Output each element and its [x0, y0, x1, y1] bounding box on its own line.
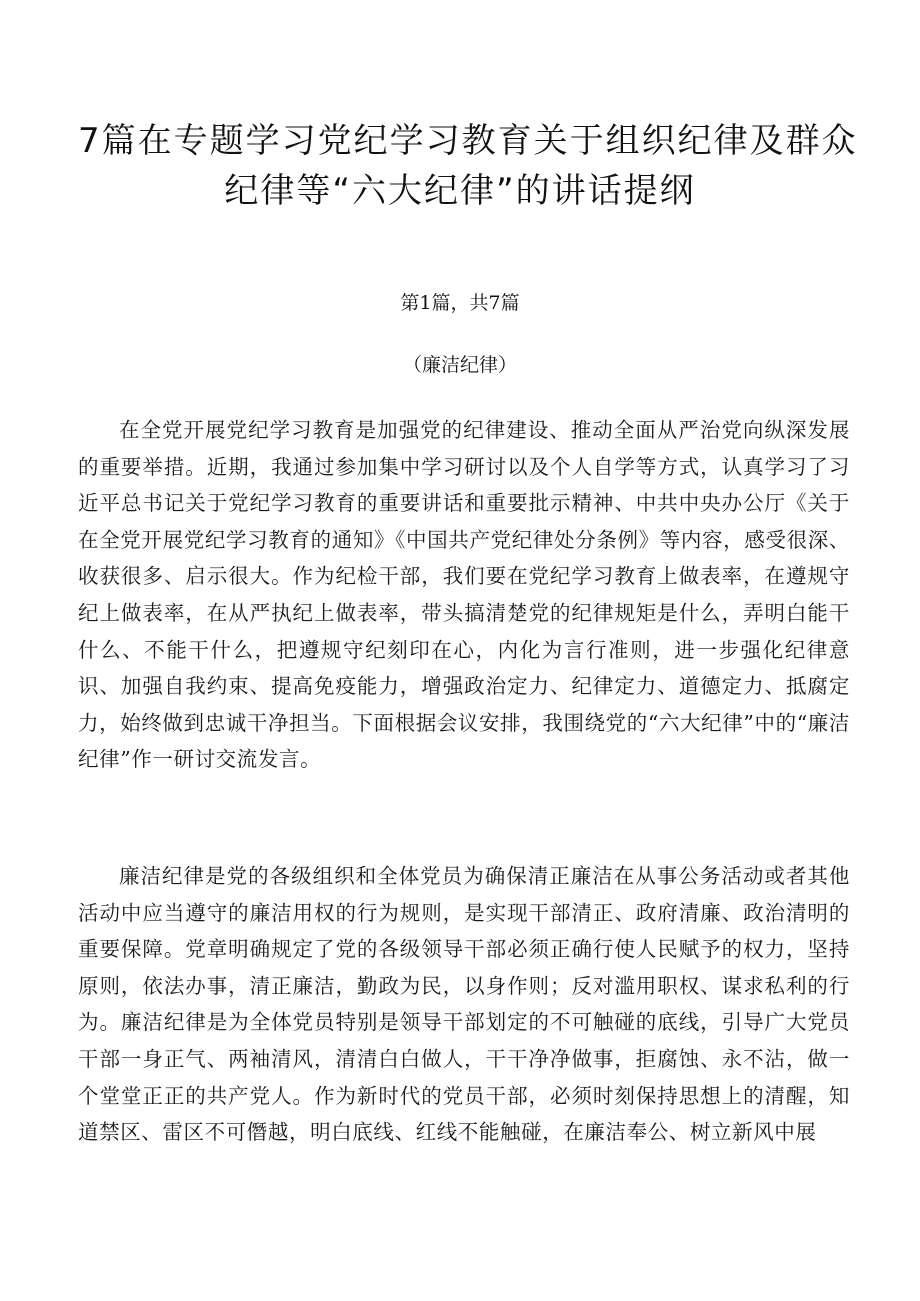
section-label: （廉洁纪律） — [402, 354, 517, 376]
body-paragraph-1: 在全党开展党纪学习教育是加强党的纪律建设、推动全面从严治党向纵深发展的重要举措。近期，我通过参加集中学习研讨以及个人自学等方式，认真学习了习近平总书记关于党纪学习教育的重要讲话和重要批示精神、中共中央办公厅《关于在全党开展党纪学习教育的通知》《中国共产党纪律处分条例》等内容，感受很深、收获很多、启示很大。作为纪检干部，我们要在党纪学习教育上做表率，在遵规守纪上做表率，在从严执纪上做表率，带头搞清楚党的纪律规矩是什么，弄明白能干什么、不能干什么，把遵规守纪刻印在心，内化为言行准则，进一步强化纪律意识、加强自我约束、提高免疫能力，增强政治定力、纪律定力、道德定力、抵腐定力，始终做到忠诚干净担当。下面根据会议安排，我围绕党的“六大纪律”中的“廉洁纪律”作一研讨交流发言。 — [78, 418, 850, 772]
body-paragraph-2: 廉洁纪律是党的各级组织和全体党员为确保清正廉洁在从事公务活动或者其他活动中应当遵守的廉洁用权的行为规则，是实现干部清正、政府清廉、政治清明的重要保障。党章明确规定了党的各级领导干部必须正确行使人民赋予的权力，坚持原则，依法办事，清正廉洁，勤政为民，以身作则；反对滥用职权、谋求私利的行为。廉洁纪律是为全体党员特别是领导干部划定的不可触碰的底线，引导广大党员干部一身正气、两袖清风，清清白白做人，干干净净做事，拒腐蚀、永不沾，做一个堂堂正正的共产党人。作为新时代的党员干部，必须时刻保持思想上的清醒，知道禁区、雷区不可僭越，明白底线、红线不能触碰，在廉洁奉公、树立新风中展 — [78, 864, 850, 1145]
document-title — [78, 116, 858, 216]
document-title-line-1: 7篇在专题学习党纪学习教育关于组织纪律及群众 — [78, 121, 858, 161]
part-indicator: 第1篇，共7篇 — [400, 292, 520, 314]
document-title-line-2: 纪律等“六大纪律”的讲话提纲 — [224, 171, 696, 211]
